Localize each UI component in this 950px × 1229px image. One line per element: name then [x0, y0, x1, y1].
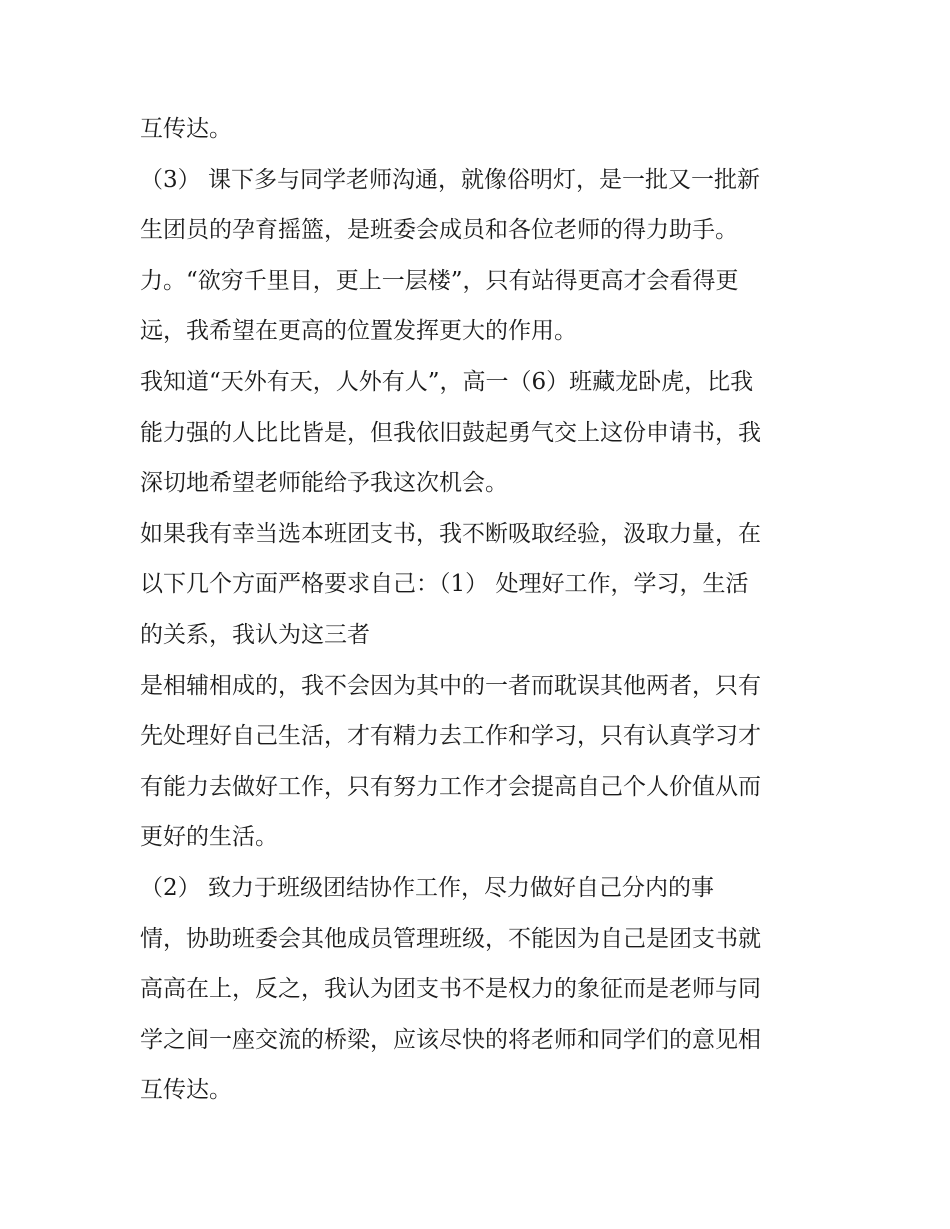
text-line: 先处理好自己生活，才有精力去工作和学习，只有认真学习才: [140, 723, 761, 750]
text-line: 生团员的孕育摇篮，是班委会成员和各位老师的得力助手。: [140, 217, 738, 244]
text-line: 有能力去做好工作，只有努力工作才会提高自己个人价值从而: [140, 773, 761, 800]
text-line: 是相辅相成的，我不会因为其中的一者而耽误其他两者，只有: [140, 672, 761, 699]
text-line: 如果我有幸当选本班团支书，我不断吸取经验，汲取力量，在: [140, 520, 761, 547]
text-line: 学之间一座交流的桥梁，应该尽快的将老师和同学们的意见相: [140, 1026, 761, 1053]
text-line: 远，我希望在更高的位置发挥更大的作用。: [140, 318, 577, 345]
body-text: [140, 104, 820, 1116]
text-line: 互传达。: [140, 1077, 232, 1104]
text-line: 能力强的人比比皆是，但我依旧鼓起勇气交上这份申请书，我: [140, 419, 761, 446]
text-line: 互传达。: [140, 116, 232, 142]
text-line: 力。“欲穷千里目，更上一层楼”，只有站得更高才会看得更: [140, 267, 739, 294]
text-line: （3） 课下多与同学老师沟通，就像俗明灯，是一批又一批新: [140, 166, 760, 193]
text-line: （2） 致力于班级团结协作工作，尽力做好自己分内的事: [140, 874, 714, 901]
text-line: 的关系，我认为这三者: [140, 621, 370, 648]
text-line: 情，协助班委会其他成员管理班级，不能因为自己是团支书就: [140, 925, 761, 952]
text-line: 更好的生活。: [140, 824, 278, 851]
text-line: 以下几个方面严格要求自己：（1） 处理好工作，学习，生活: [140, 571, 749, 598]
text-line: 我知道“天外有天，人外有人”，高一（6）班藏龙卧虎，比我: [140, 368, 754, 395]
text-line: 深切地希望老师能给予我这次机会。: [140, 470, 508, 497]
text-line: 高高在上，反之，我认为团支书不是权力的象征而是老师与同: [140, 976, 761, 1003]
